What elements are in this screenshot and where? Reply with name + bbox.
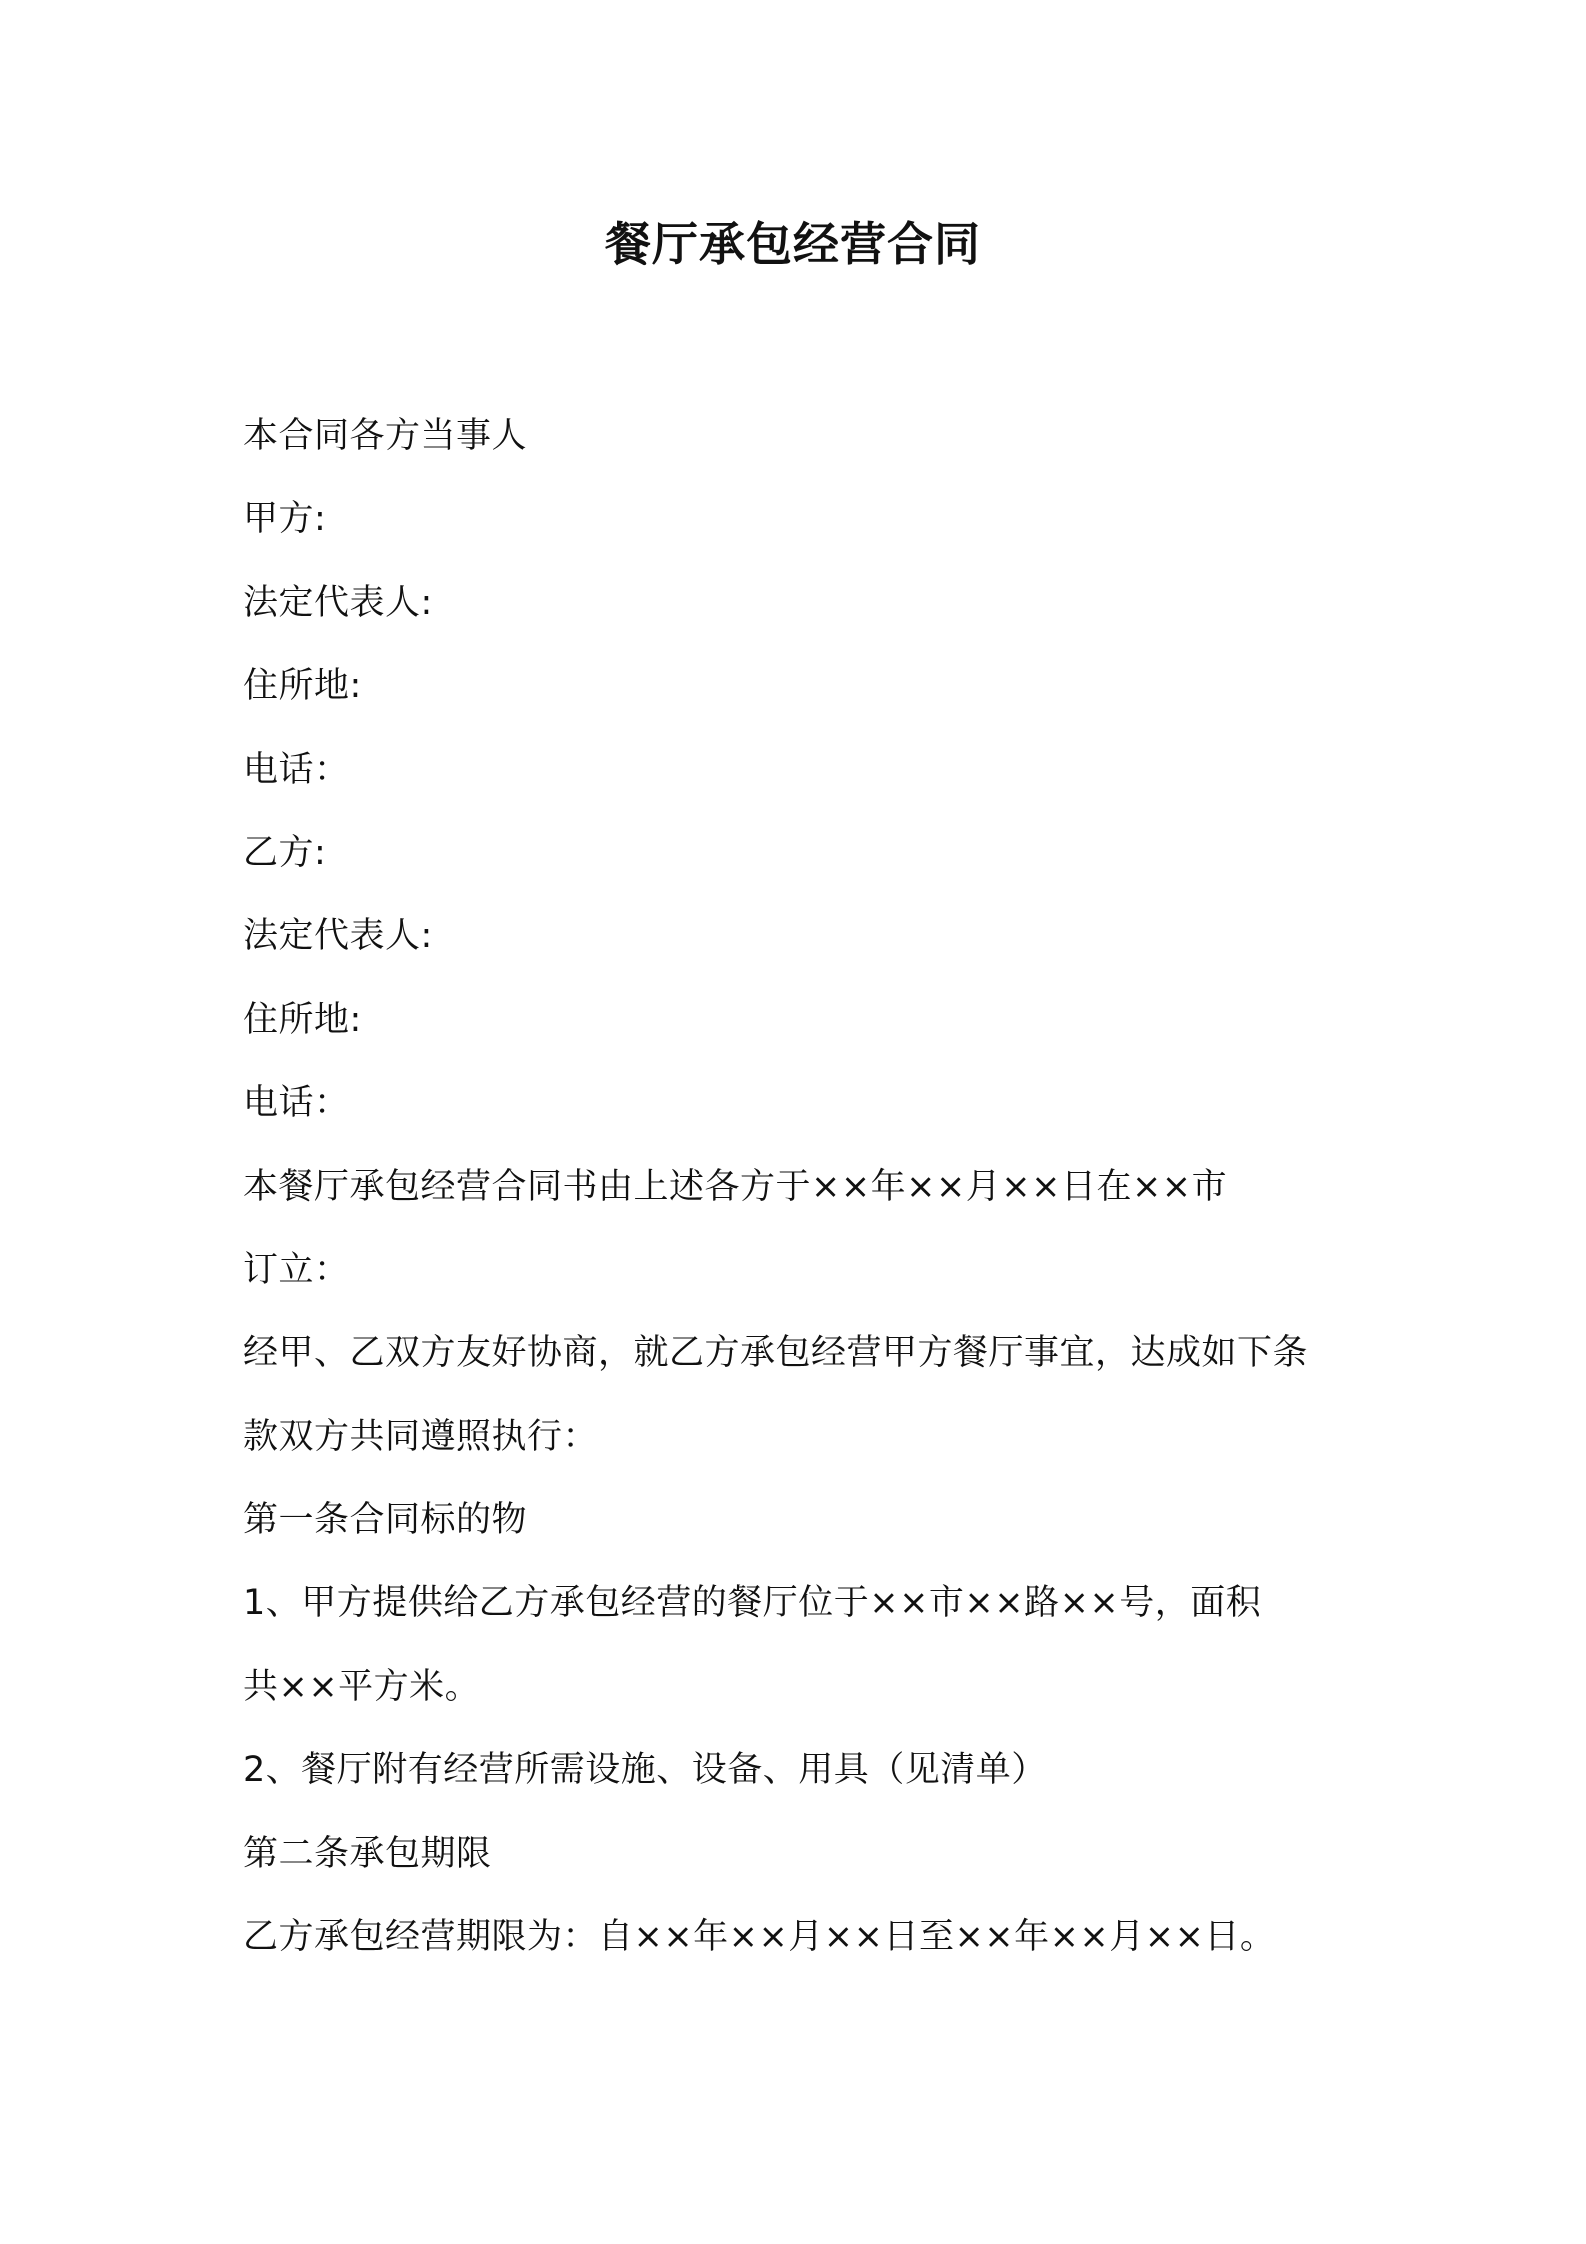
- text-line-party-a: 甲方:: [243, 499, 327, 540]
- text-line-party-a-address: 住所地:: [243, 666, 362, 707]
- text-line-party-b: 乙方:: [243, 832, 327, 873]
- text-line-party-b-representative: 法定代表人:: [243, 916, 433, 957]
- text-line-agreement-intro: 经甲、乙双方友好协商，就乙方承包经营甲方餐厅事宜，达成如下条: [243, 1333, 1309, 1374]
- text-line-signing-statement: 本餐厅承包经营合同书由上述各方于××年××月××日在××市: [243, 1166, 1228, 1207]
- text-line-party-a-representative: 法定代表人:: [243, 582, 433, 623]
- article-1-heading: 第一条合同标的物: [243, 1500, 528, 1541]
- text-line-article-1-item-2: 2、餐厅附有经营所需设施、设备、用具（见清单）: [243, 1750, 1047, 1791]
- text-line-article-1-item-1: 1、甲方提供给乙方承包经营的餐厅位于××市××路××号，面积: [243, 1583, 1262, 1624]
- text-line-article-1-item-1-cont: 共××平方米。: [243, 1666, 481, 1707]
- text-line-party-a-phone: 电话：: [243, 749, 350, 790]
- text-line-party-b-address: 住所地:: [243, 999, 362, 1040]
- text-line-parties-heading: 本合同各方当事人: [243, 416, 528, 456]
- document-body: [243, 406, 1393, 1990]
- text-line-agreement-intro-cont: 款双方共同遵照执行：: [243, 1416, 599, 1457]
- article-2-heading: 第二条承包期限: [243, 1833, 492, 1874]
- text-line-article-2-term: 乙方承包经营期限为：自××年××月××日至××年××月××日。: [243, 1917, 1276, 1958]
- text-line-signing-statement-cont: 订立：: [243, 1249, 350, 1290]
- text-line-party-b-phone: 电话：: [243, 1083, 350, 1124]
- document-title: 餐厅承包经营合同: [605, 217, 981, 271]
